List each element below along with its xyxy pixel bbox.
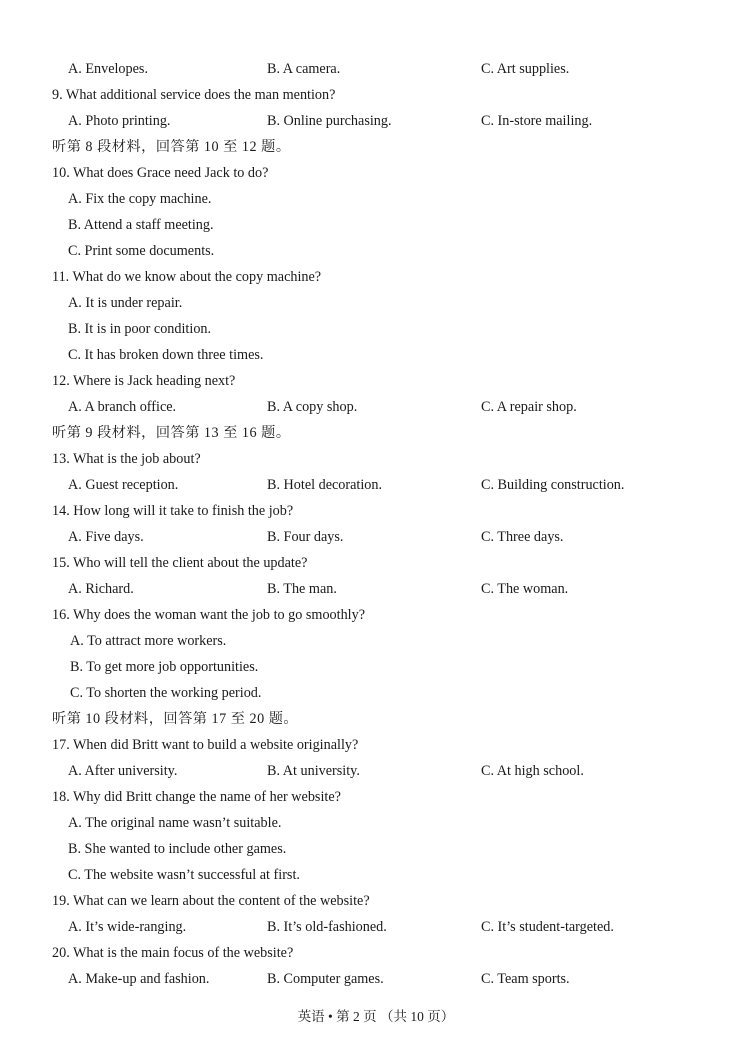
q11-question: 11. What do we know about the copy machine? xyxy=(52,269,322,285)
q15-option-a[interactable]: A. Richard. xyxy=(68,581,134,597)
q12-option-c[interactable]: C. A repair shop. xyxy=(481,399,577,415)
section-10-instruction: 听第 10 段材料，回答第 17 至 20 题。 xyxy=(52,711,299,727)
q12-option-a[interactable]: A. A branch office. xyxy=(68,399,177,415)
q10-option-c-line xyxy=(0,238,752,264)
q19-option-a[interactable]: A. It’s wide-ranging. xyxy=(68,919,187,935)
q9-question: 9. What additional service does the man mention? xyxy=(52,87,336,103)
section-9-instruction: 听第 9 段材料，回答第 13 至 16 题。 xyxy=(52,425,291,441)
page-footer: 英语 • 第 2 页 （共 10 页） xyxy=(297,1009,455,1024)
section-8-instruction: 听第 8 段材料，回答第 10 至 12 题。 xyxy=(52,139,291,155)
q12-question: 12. Where is Jack heading next? xyxy=(52,373,236,389)
q10-option-b[interactable]: B. Attend a staff meeting. xyxy=(68,217,214,233)
q19-option-b[interactable]: B. It’s old-fashioned. xyxy=(267,919,387,935)
q13-option-c[interactable]: C. Building construction. xyxy=(481,477,625,493)
q19-question: 19. What can we learn about the content of the website? xyxy=(52,893,370,909)
q20-option-c[interactable]: C. Team sports. xyxy=(481,971,570,987)
q20-options xyxy=(0,966,752,992)
q11-option-c[interactable]: C. It has broken down three times. xyxy=(68,347,264,363)
q20-option-b[interactable]: B. Computer games. xyxy=(267,971,384,987)
q8-option-c[interactable]: C. Art supplies. xyxy=(481,61,570,77)
q10-option-a[interactable]: A. Fix the copy machine. xyxy=(68,191,212,207)
q13-option-b[interactable]: B. Hotel decoration. xyxy=(267,477,383,493)
q13-option-a[interactable]: A. Guest reception. xyxy=(68,477,179,493)
q18-option-a-line xyxy=(0,810,752,836)
q11-option-b-line xyxy=(0,316,752,342)
q20-option-a[interactable]: A. Make-up and fashion. xyxy=(68,971,210,987)
q15-question: 15. Who will tell the client about the update? xyxy=(52,555,308,571)
q11-option-a-line xyxy=(0,290,752,316)
q17-option-a[interactable]: A. After university. xyxy=(68,763,178,779)
q14-option-b[interactable]: B. Four days. xyxy=(267,529,344,545)
q11-option-a[interactable]: A. It is under repair. xyxy=(68,295,183,311)
q16-option-a-line xyxy=(0,628,752,654)
q16-option-c[interactable]: C. To shorten the working period. xyxy=(70,685,262,701)
q10-option-c[interactable]: C. Print some documents. xyxy=(68,243,215,259)
q18-option-c[interactable]: C. The website wasn’t successful at first. xyxy=(68,867,300,883)
q12-options xyxy=(0,394,752,420)
q14-option-a[interactable]: A. Five days. xyxy=(68,529,144,545)
q18-option-a[interactable]: A. The original name wasn’t suitable. xyxy=(68,815,282,831)
q9-option-b[interactable]: B. Online purchasing. xyxy=(267,113,392,129)
q17-options xyxy=(0,758,752,784)
q10-option-a-line xyxy=(0,186,752,212)
q10-option-b-line xyxy=(0,212,752,238)
q15-option-c[interactable]: C. The woman. xyxy=(481,581,569,597)
q18-option-c-line xyxy=(0,862,752,888)
q18-option-b-line xyxy=(0,836,752,862)
q10-question: 10. What does Grace need Jack to do? xyxy=(52,165,269,181)
q13-options xyxy=(0,472,752,498)
q9-options xyxy=(0,108,752,134)
q16-option-b[interactable]: B. To get more job opportunities. xyxy=(70,659,259,675)
q19-options xyxy=(0,914,752,940)
q16-question: 16. Why does the woman want the job to go smoothly? xyxy=(52,607,366,623)
q8-option-b[interactable]: B. A camera. xyxy=(267,61,341,77)
q16-option-a[interactable]: A. To attract more workers. xyxy=(70,633,227,649)
q13-question: 13. What is the job about? xyxy=(52,451,201,467)
q8-options xyxy=(0,56,752,82)
q17-option-b[interactable]: B. At university. xyxy=(267,763,360,779)
q20-question: 20. What is the main focus of the website? xyxy=(52,945,294,961)
q14-question: 14. How long will it take to finish the job? xyxy=(52,503,294,519)
q15-option-b[interactable]: B. The man. xyxy=(267,581,337,597)
q18-option-b[interactable]: B. She wanted to include other games. xyxy=(68,841,287,857)
q8-option-a[interactable]: A. Envelopes. xyxy=(68,61,148,77)
q9-option-c[interactable]: C. In-store mailing. xyxy=(481,113,593,129)
q17-question: 17. When did Britt want to build a website originally? xyxy=(52,737,359,753)
q14-option-c[interactable]: C. Three days. xyxy=(481,529,564,545)
q11-option-b[interactable]: B. It is in poor condition. xyxy=(68,321,212,337)
q17-option-c[interactable]: C. At high school. xyxy=(481,763,584,779)
q16-option-b-line xyxy=(0,654,752,680)
q15-options xyxy=(0,576,752,602)
q14-options xyxy=(0,524,752,550)
q12-option-b[interactable]: B. A copy shop. xyxy=(267,399,358,415)
q9-option-a[interactable]: A. Photo printing. xyxy=(68,113,171,129)
q18-question: 18. Why did Britt change the name of her website? xyxy=(52,789,341,805)
q16-option-c-line xyxy=(0,680,752,706)
q19-option-c[interactable]: C. It’s student-targeted. xyxy=(481,919,614,935)
q11-option-c-line xyxy=(0,342,752,368)
